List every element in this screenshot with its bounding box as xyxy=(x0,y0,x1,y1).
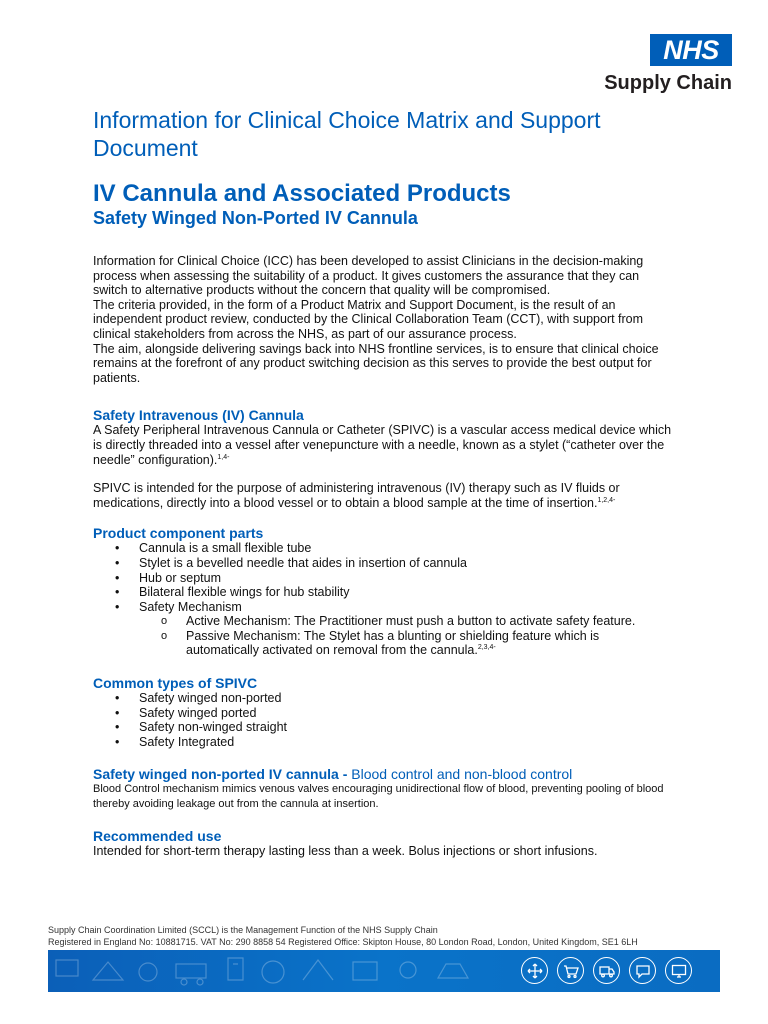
footer-icon-row xyxy=(521,957,692,984)
footer-line-1: Supply Chain Coordination Limited (SCCL) is the Management Function of the NHS Supply Chain xyxy=(48,925,438,935)
chat-bubble-icon xyxy=(629,957,656,984)
winged-heading-bold: Safety winged non-ported IV cannula - xyxy=(93,766,352,783)
list-item: • Bilateral flexible wings for hub stability xyxy=(93,585,673,600)
footer-line-2: Registered in England No: 10881715. VAT No: 290 8858 54 Registered Office: Skipton House, 80 London Road, London, United Kingdom, SE1 6LH xyxy=(48,937,638,947)
delivery-truck-icon xyxy=(593,957,620,984)
safety-iv-paragraph-2 xyxy=(93,481,673,510)
document-title: Information for Clinical Choice Matrix and Support Document xyxy=(93,107,601,161)
monitor-icon xyxy=(665,957,692,984)
nhs-logo-box: NHS xyxy=(650,34,732,66)
decorative-pattern xyxy=(48,950,488,992)
components-heading: Product component parts xyxy=(93,525,264,542)
list-item: • Hub or septum xyxy=(93,571,673,586)
winged-description: Blood Control mechanism mimics venous valves encouraging unidirectional flow of blood, preventing pooling of blood thereby avoiding leakage out from the cannula at insertion. xyxy=(93,783,664,810)
footer-legal-text xyxy=(48,924,638,948)
document-body xyxy=(93,254,673,859)
footer-band xyxy=(48,950,720,992)
components-list xyxy=(93,541,673,658)
sub-list-item-text: Passive Mechanism: The Stylet has a blunting or shielding feature which is automatically activated on removal from the cannula. xyxy=(186,628,600,658)
winged-heading xyxy=(93,766,673,782)
safety-iv-paragraph-1 xyxy=(93,423,673,467)
sub-list-item xyxy=(139,629,673,658)
list-item: • Safety non-winged straight xyxy=(93,720,673,735)
types-heading: Common types of SPIVC xyxy=(93,675,258,692)
intro-paragraph-2: The criteria provided, in the form of a Product Matrix and Support Document, is the result of an independent product review, conducted by the Clinical Collaboration Team (CCT), with support from clinical stakeholders from across the NHS, as part of our assurance process. xyxy=(93,297,644,341)
safety-mechanism-sublist xyxy=(139,614,673,658)
list-item: • Cannula is a small flexible tube xyxy=(93,541,673,556)
supply-chain-tagline: Supply Chain xyxy=(604,72,732,94)
types-list xyxy=(93,691,673,749)
list-item-safety-mechanism xyxy=(93,600,673,658)
recommended-text: Intended for short-term therapy lasting less than a week. Bolus injections or short infusions. xyxy=(93,844,598,859)
nhs-supply-chain-logo xyxy=(536,34,732,94)
recommended-heading: Recommended use xyxy=(93,828,222,845)
safety-iv-text-1: A Safety Peripheral Intravenous Cannula or Catheter (SPIVC) is a vascular access medical device which is directly threaded into a vessel after venepuncture with a needle, known as a stylet (“catheter over the needle” configuration). xyxy=(93,423,672,467)
sub-title: Safety Winged Non-Ported IV Cannula xyxy=(93,208,418,228)
list-item-label: Safety Mechanism xyxy=(139,599,242,614)
shopping-cart-icon xyxy=(557,957,584,984)
intro-paragraph-3: The aim, alongside delivering savings back into NHS frontline services, is to ensure that clinical choice remains at the forefront of any product switching decision as this serves to provide the best output for patients. xyxy=(93,341,659,385)
safety-iv-heading: Safety Intravenous (IV) Cannula xyxy=(93,407,304,424)
reference-marker: 1,2,4- xyxy=(597,496,616,504)
main-title: IV Cannula and Associated Products xyxy=(93,180,511,207)
list-item: • Safety winged ported xyxy=(93,706,673,721)
reference-marker: 2,3,4- xyxy=(477,644,496,652)
list-item: • Stylet is a bevelled needle that aides in insertion of cannula xyxy=(93,556,673,571)
safety-iv-text-2: SPIVC is intended for the purpose of administering intravenous (IV) therapy such as IV fluids or medications, directly into a blood vessel or to obtain a blood sample at the time of insertion. xyxy=(93,481,620,510)
winged-heading-light: Blood control and non-blood control xyxy=(351,766,573,783)
intro-paragraph-1: Information for Clinical Choice (ICC) has been developed to assist Clinicians in the decision-making process when assessing the suitability of a product. It gives customers the assurance that they can switch to alternative products without the concern that quality will be compromised. xyxy=(93,254,644,298)
list-item: • Safety winged non-ported xyxy=(93,691,673,706)
reference-marker: 1,4- xyxy=(217,453,230,461)
sub-list-item: o Active Mechanism: The Practitioner must push a button to activate safety feature. xyxy=(139,614,673,629)
navigation-arrows-icon xyxy=(521,957,548,984)
list-item: • Safety Integrated xyxy=(93,735,673,750)
